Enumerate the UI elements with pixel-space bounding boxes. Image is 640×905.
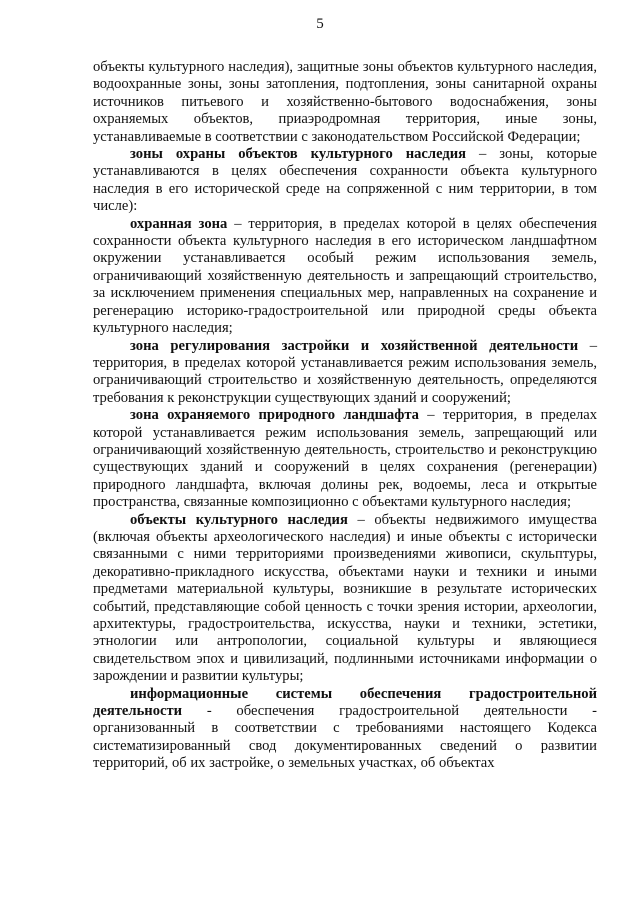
paragraph-cultural-heritage-protection-zones [93, 146, 597, 216]
term-heading: охранная зона [130, 215, 228, 232]
paragraph-text: – зоны, которые устанавливаются в целях обеспечения сохранности объекта культурного наследия в его исторической среде на сопряженной с ним территории, в том числе): [93, 146, 597, 215]
paragraph-text: – территория, в пределах которой устанавливается режим использования земель, запрещающий или ограничивающий хозяйственную деятельность, строительство и реконструкцию существующих зданий и сооружений в целях сохранения (регенерации) природного ландшафта, включая долины рек, водоемы, леса и открытые пространства, связанные композиционно с объектами культурного наследия; [93, 407, 598, 511]
paragraph-text: – территория, в пределах которой устанавливается режим использования земель, ограничивающий строительство и хозяйственную деятельность, определяются требования к реконструкции существующих зданий и сооружений; [93, 337, 598, 406]
paragraph-information-systems [93, 686, 597, 773]
paragraph-text: - обеспечения градостроительной деятельности - организованный в соответствии с требованиями настоящего Кодекса систематизированный свод документированных сведений о развитии территорий, об их застройке, о земельных участках, об объектах [93, 703, 597, 772]
term-heading: информационные системы обеспечения градостроительной деятельности [93, 685, 597, 720]
term-heading: объекты культурного наследия [130, 511, 348, 528]
paragraph-text: – объекты недвижимого имущества (включая объекты археологического наследия) и иные объекты с исторически связанными с ними территориями произведениями живописи, скульптуры, декоративно-прикладного искусства, объектами науки и техники и иными предметами материальной культуры, возникшие в результате исторических событий, представляющие собой ценность с точки зрения истории, археологии, архитектуры, градостроительства, искусства, науки и техники, эстетики, этнологии или антропологии, социальной культуры и являющиеся свидетельством эпох и цивилизаций, подлинными источниками информации о зарождении и развитии культуры; [93, 511, 597, 685]
paragraph-natural-landscape-zone [93, 407, 597, 511]
term-heading: зона охраняемого природного ландшафта [130, 407, 419, 424]
document-body [93, 59, 597, 773]
term-heading: зона регулирования застройки и хозяйственной деятельности [130, 337, 579, 354]
paragraph-zones-list-end [93, 59, 597, 146]
paragraph-text: – территория, в пределах которой в целях обеспечения сохранности объекта культурного наследия в его историческом ландшафтном окружении устанавливается особый режим использования земель, ограничивающий хозяйственную деятельность и запрещающий строительство, за исключением применения специальных мер, направленных на сохранение и регенерацию историко-градостроительной или природной среды объекта культурного наследия; [93, 215, 597, 337]
paragraph-text: объекты культурного наследия), защитные зоны объектов культурного наследия, водоохранные зоны, зоны затопления, подтопления, зоны санитарной охраны источников питьевого и хозяйственно-бытового водоснабжения, зоны охраняемых объектов, приаэродромная территория, иные зоны, устанавливаемые в соответствии с законодательством Российской Федерации; [93, 59, 597, 145]
page-number: 5 [316, 16, 324, 32]
paragraph-protection-zone [93, 216, 597, 338]
paragraph-development-regulation-zone [93, 338, 597, 408]
paragraph-cultural-heritage-objects [93, 512, 597, 686]
term-heading: зоны охраны объектов культурного наследия [130, 146, 467, 163]
